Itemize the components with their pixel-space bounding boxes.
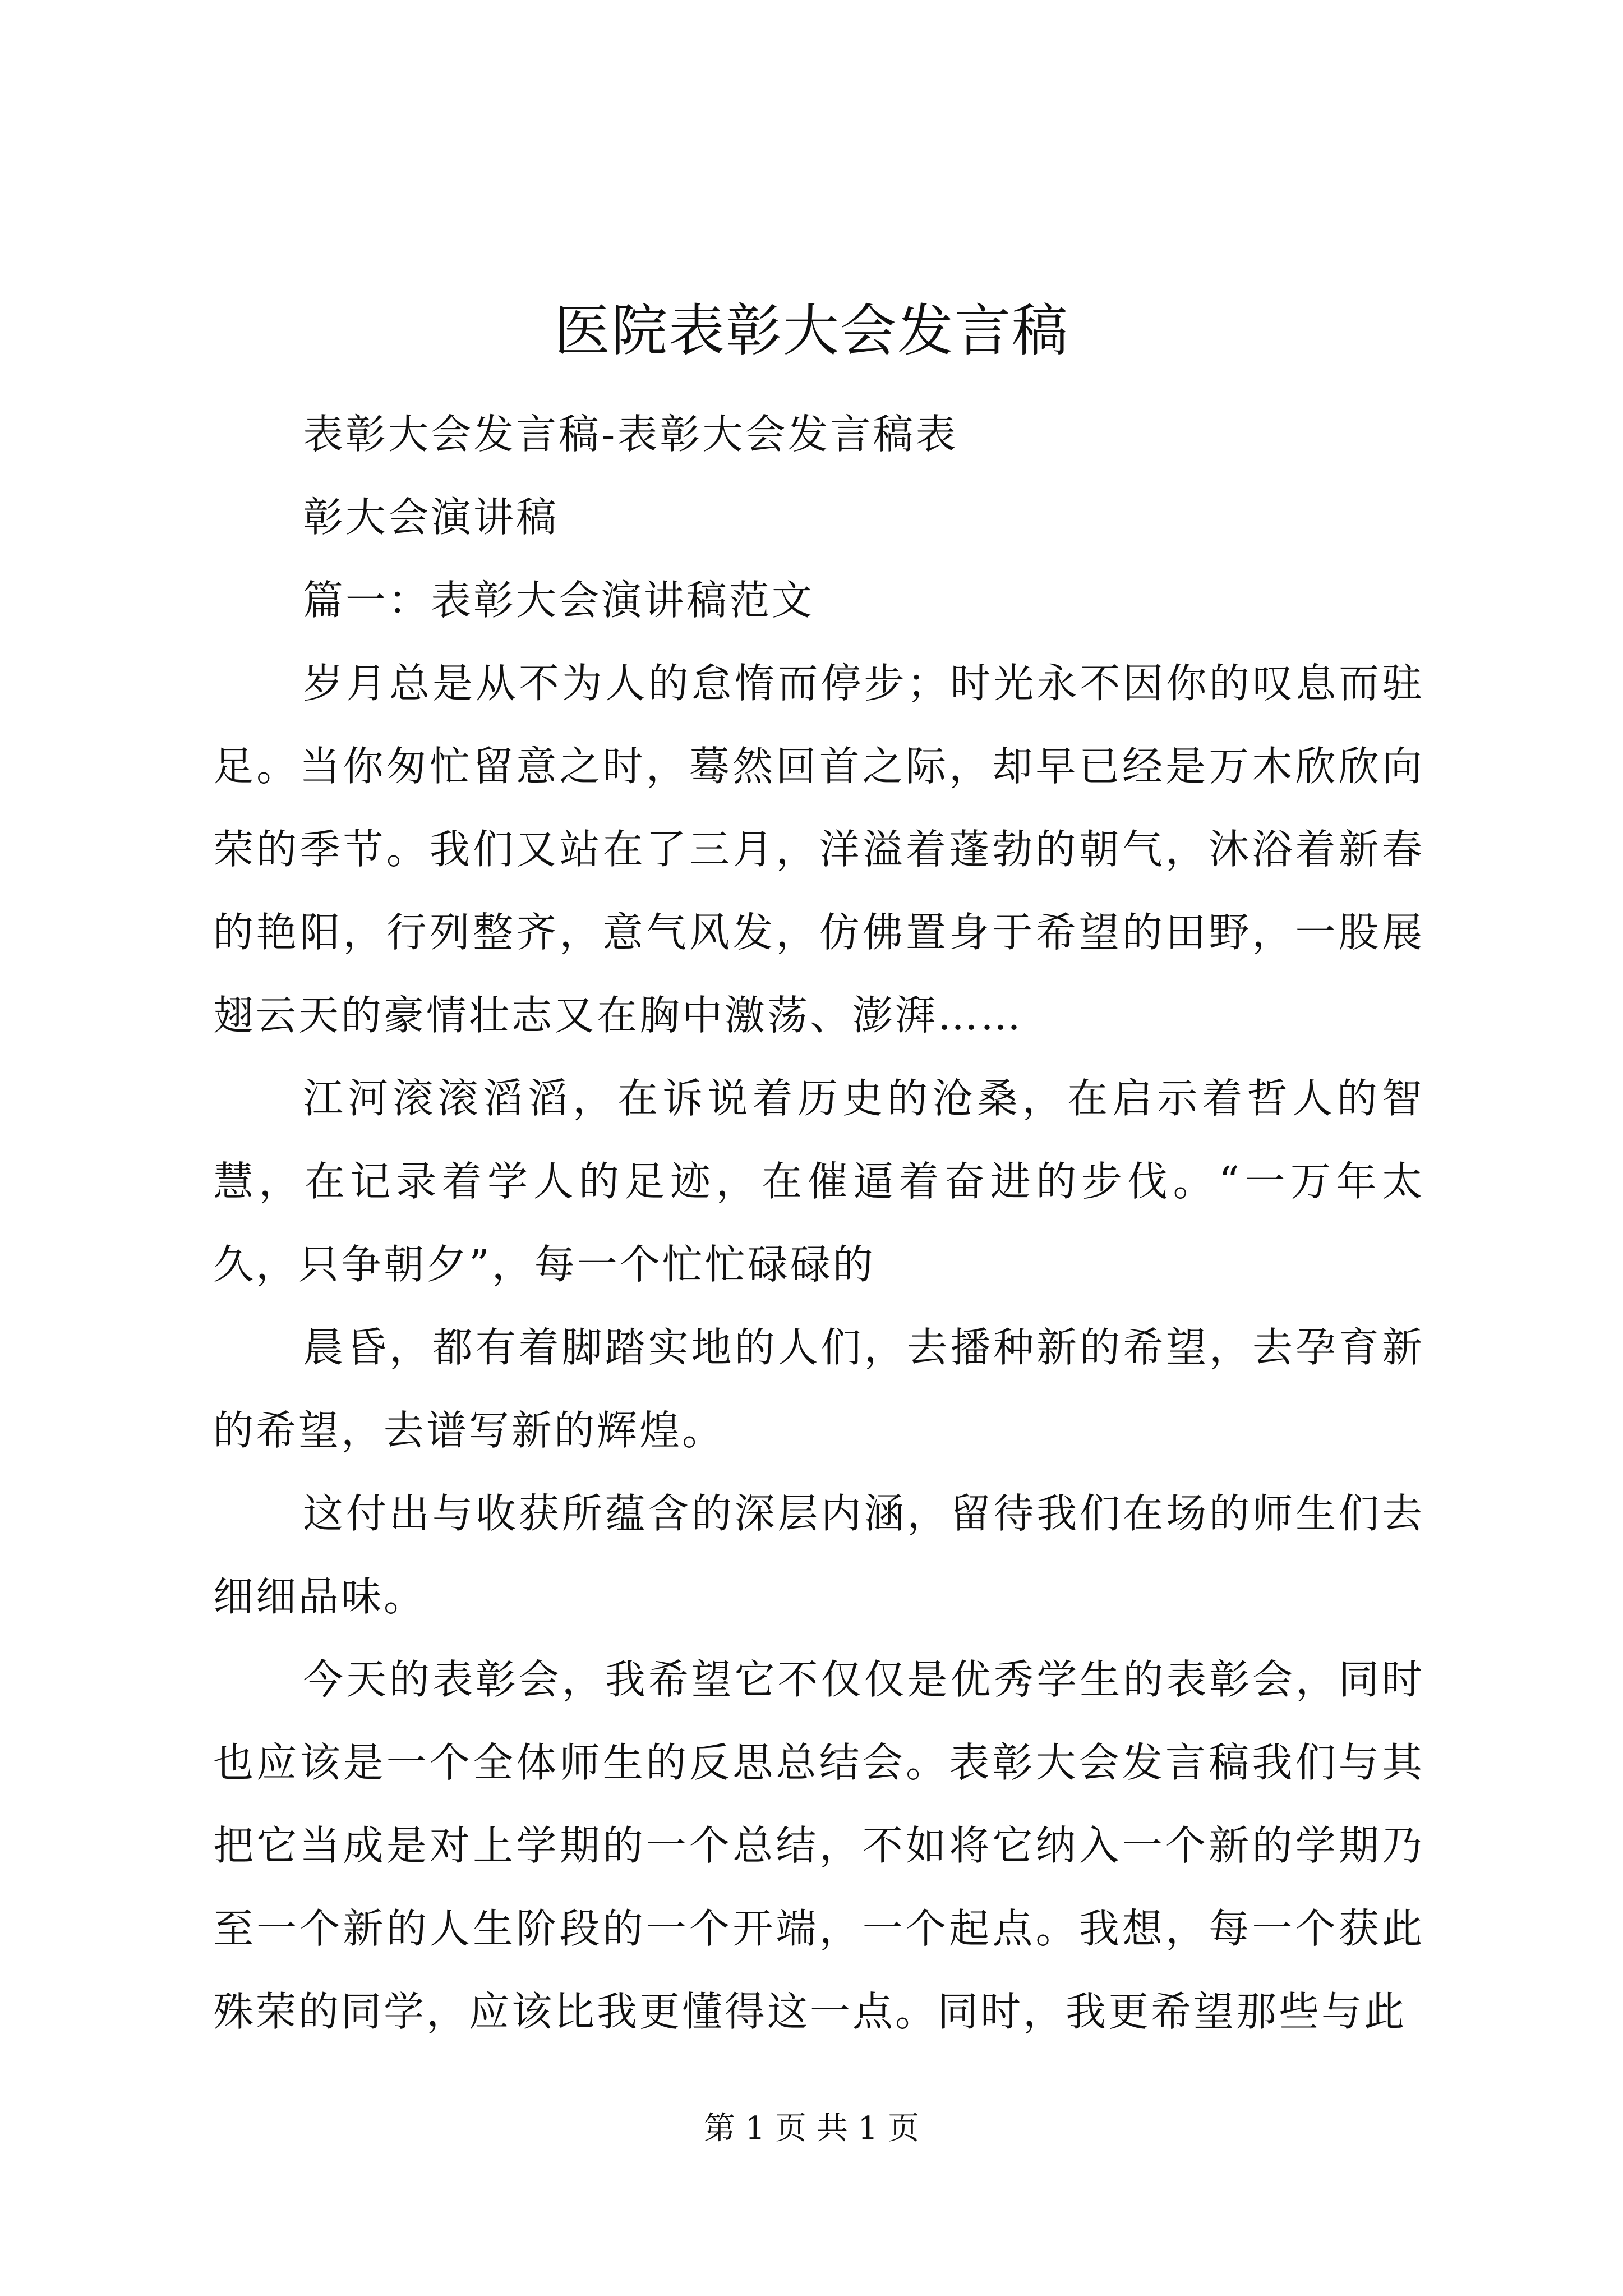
paragraph: 篇一：表彰大会演讲稿范文 — [303, 577, 815, 624]
paragraph: 岁月总是从不为人的怠惰而停步；时光永不因你的叹息而驻足。当你匆忙留意之时，蓦然回首之际，却早已经是万木欣欣向荣的季节。我们又站在了三月，洋溢着蓬勃的朝气，沐浴着新春的艳阳，行列整齐，意气风发，仿佛置身于希望的田野，一股展翅云天的豪情壮志又在胸中激荡、澎湃…… — [213, 660, 1424, 1039]
paragraph: 表彰大会发言稿-表彰大会发言稿表 — [303, 411, 958, 458]
document-body — [213, 393, 1424, 2053]
paragraph: 今天的表彰会，我希望它不仅仅是优秀学生的表彰会，同时也应该是一个全体师生的反思总结会。表彰大会发言稿我们与其把它当成是对上学期的一个总结，不如将它纳入一个新的学期乃至一个新的人生阶段的一个开端，一个起点。我想，每一个获此殊荣的同学，应该比我更懂得这一点。同时，我更希望那些与此 — [213, 1656, 1424, 2035]
paragraph: 这付出与收获所蕴含的深层内涵，留待我们在场的师生们去细细品味。 — [213, 1490, 1424, 1620]
page-number-footer: 第 1 页 共 1 页 — [703, 2110, 920, 2147]
paragraph: 晨昏，都有着脚踏实地的人们，去播种新的希望，去孕育新的希望，去谱写新的辉煌。 — [213, 1324, 1424, 1454]
document-title: 医院表彰大会发言稿 — [554, 298, 1069, 364]
paragraph: 江河滚滚滔滔，在诉说着历史的沧桑，在启示着哲人的智慧，在记录着学人的足迹，在催逼着奋进的步伐。“一万年太久，只争朝夕”，每一个忙忙碌碌的 — [213, 1075, 1424, 1288]
paragraph: 彰大会演讲稿 — [303, 494, 559, 541]
